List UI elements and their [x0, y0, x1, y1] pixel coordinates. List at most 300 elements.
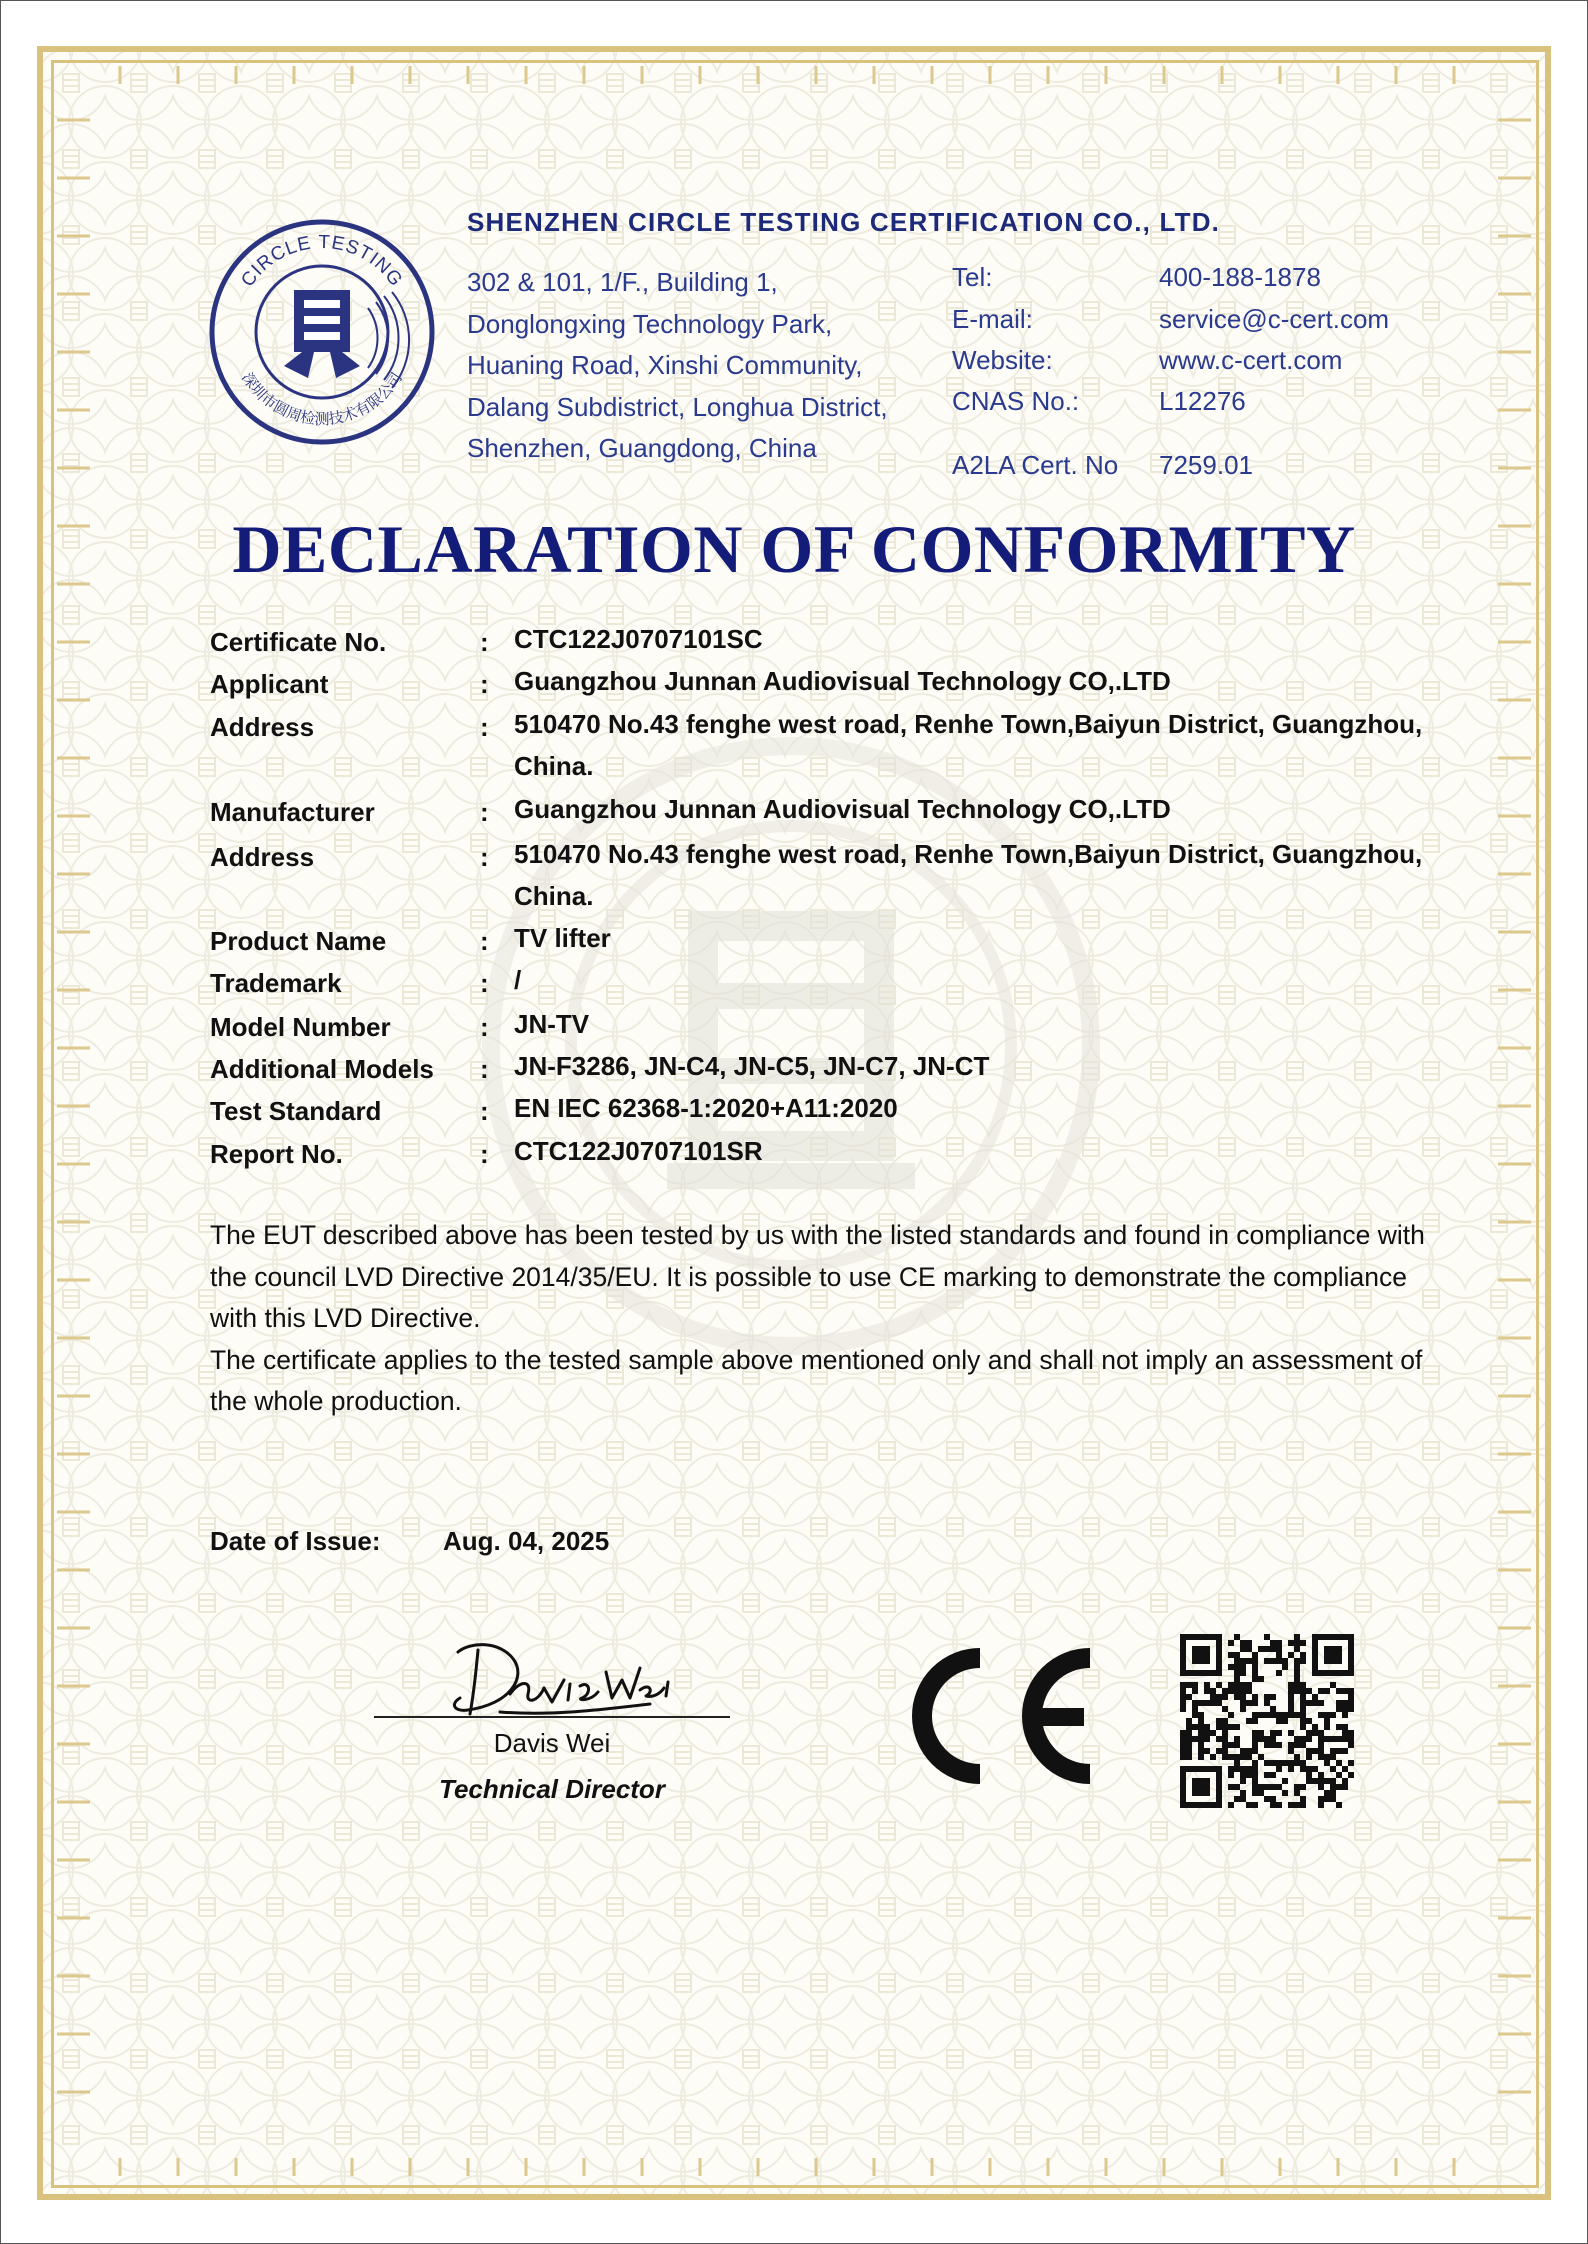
qr-module	[1300, 1718, 1306, 1724]
qr-module	[1342, 1706, 1348, 1712]
address-line: Donglongxing Technology Park,	[467, 308, 833, 339]
qr-module	[1216, 1736, 1222, 1742]
qr-module	[1258, 1730, 1264, 1736]
qr-module	[1216, 1790, 1222, 1796]
qr-module	[1180, 1790, 1186, 1796]
qr-module	[1312, 1640, 1318, 1646]
qr-module	[1186, 1634, 1192, 1640]
qr-module	[1312, 1730, 1318, 1736]
qr-module	[1300, 1724, 1306, 1730]
qr-module	[1240, 1766, 1246, 1772]
qr-module	[1324, 1778, 1330, 1784]
qr-module	[1318, 1754, 1324, 1760]
qr-module	[1192, 1658, 1198, 1664]
qr-module	[1198, 1766, 1204, 1772]
qr-module	[1342, 1778, 1348, 1784]
qr-module	[1204, 1736, 1210, 1742]
qr-module	[1240, 1688, 1246, 1694]
qr-module	[1264, 1772, 1270, 1778]
company-seal-logo	[208, 218, 436, 446]
qr-module	[1222, 1736, 1228, 1742]
qr-module	[1222, 1688, 1228, 1694]
qr-module	[1252, 1772, 1258, 1778]
qr-module	[1252, 1658, 1258, 1664]
qr-module	[1348, 1742, 1354, 1748]
field-label: Additional Models	[210, 1054, 434, 1084]
qr-module	[1252, 1712, 1258, 1718]
qr-module	[1252, 1790, 1258, 1796]
qr-module	[1234, 1652, 1240, 1658]
qr-module	[1192, 1736, 1198, 1742]
qr-module	[1192, 1712, 1198, 1718]
qr-module	[1300, 1796, 1306, 1802]
qr-module	[1324, 1736, 1330, 1742]
qr-module	[1342, 1784, 1348, 1790]
qr-module	[1342, 1766, 1348, 1772]
qr-module	[1318, 1772, 1324, 1778]
qr-module	[1198, 1778, 1204, 1784]
qr-module	[1288, 1730, 1294, 1736]
qr-module	[1186, 1802, 1192, 1808]
field-label: Product Name	[210, 926, 387, 956]
qr-module	[1180, 1652, 1186, 1658]
statement-paragraph: The certificate applies to the tested sample above mentioned only and shall not imply an assessment of the whole production.	[210, 1344, 1423, 1416]
qr-module	[1300, 1682, 1306, 1688]
qr-module	[1264, 1760, 1270, 1766]
certificate-title: DECLARATION OF CONFORMITY	[232, 511, 1356, 587]
qr-module	[1306, 1772, 1312, 1778]
qr-module	[1198, 1802, 1204, 1808]
field-value: EN IEC 62368-1:2020+A11:2020	[514, 1093, 898, 1123]
qr-module	[1276, 1640, 1282, 1646]
qr-module	[1318, 1736, 1324, 1742]
qr-module	[1210, 1802, 1216, 1808]
qr-module	[1348, 1694, 1354, 1700]
qr-module	[1330, 1748, 1336, 1754]
qr-module	[1252, 1694, 1258, 1700]
qr-module	[1288, 1706, 1294, 1712]
qr-module	[1234, 1658, 1240, 1664]
qr-module	[1204, 1724, 1210, 1730]
qr-module	[1192, 1688, 1198, 1694]
qr-module	[1234, 1682, 1240, 1688]
qr-module	[1246, 1700, 1252, 1706]
qr-module	[1300, 1766, 1306, 1772]
qr-module	[1204, 1778, 1210, 1784]
qr-module	[1348, 1646, 1354, 1652]
field-value: CTC122J0707101SR	[514, 1136, 763, 1166]
qr-module	[1246, 1802, 1252, 1808]
qr-module	[1282, 1760, 1288, 1766]
qr-module	[1222, 1724, 1228, 1730]
qr-module	[1216, 1700, 1222, 1706]
statement-paragraph: The EUT described above has been tested by us with the listed standards and found in compliance with the council LVD Directive 2014/35/EU. It is possible to use CE marking to demonstrate the compliance with this LVD Directive.	[210, 1220, 1425, 1333]
qr-module	[1216, 1748, 1222, 1754]
qr-module	[1300, 1694, 1306, 1700]
qr-module	[1246, 1754, 1252, 1760]
qr-module	[1300, 1640, 1306, 1646]
qr-module	[1348, 1658, 1354, 1664]
qr-module	[1180, 1754, 1186, 1760]
qr-module	[1180, 1736, 1186, 1742]
qr-module	[1282, 1712, 1288, 1718]
qr-module	[1276, 1670, 1282, 1676]
qr-module	[1204, 1688, 1210, 1694]
qr-module	[1318, 1742, 1324, 1748]
qr-module	[1288, 1652, 1294, 1658]
qr-module	[1240, 1694, 1246, 1700]
ce-mark-icon	[894, 1638, 1106, 1794]
qr-module	[1228, 1664, 1234, 1670]
qr-module	[1210, 1634, 1216, 1640]
qr-module	[1258, 1784, 1264, 1790]
qr-module	[1234, 1754, 1240, 1760]
qr-module	[1336, 1670, 1342, 1676]
qr-module	[1288, 1640, 1294, 1646]
qr-module	[1204, 1634, 1210, 1640]
qr-module	[1336, 1772, 1342, 1778]
qr-module	[1336, 1724, 1342, 1730]
qr-module	[1300, 1712, 1306, 1718]
qr-module	[1306, 1736, 1312, 1742]
qr-module	[1318, 1634, 1324, 1640]
qr-module	[1348, 1730, 1354, 1736]
qr-module	[1204, 1790, 1210, 1796]
qr-module	[1312, 1694, 1318, 1700]
field-colon: :	[480, 797, 489, 827]
qr-module	[1210, 1694, 1216, 1700]
qr-module	[1336, 1646, 1342, 1652]
qr-module	[1240, 1706, 1246, 1712]
qr-module	[1210, 1670, 1216, 1676]
qr-module	[1282, 1778, 1288, 1784]
qr-module	[1252, 1718, 1258, 1724]
cnas-value: L12276	[1159, 386, 1246, 416]
qr-module	[1180, 1688, 1186, 1694]
qr-module	[1324, 1760, 1330, 1766]
qr-module	[1180, 1784, 1186, 1790]
qr-module	[1234, 1694, 1240, 1700]
qr-module	[1210, 1754, 1216, 1760]
qr-module	[1252, 1652, 1258, 1658]
qr-module	[1342, 1724, 1348, 1730]
qr-module	[1222, 1730, 1228, 1736]
handwritten-signature	[440, 1632, 680, 1722]
qr-module	[1246, 1688, 1252, 1694]
field-value: /	[514, 965, 522, 995]
qr-module	[1264, 1742, 1270, 1748]
qr-module	[1336, 1652, 1342, 1658]
qr-module	[1342, 1700, 1348, 1706]
qr-module	[1180, 1640, 1186, 1646]
company-name: SHENZHEN CIRCLE TESTING CERTIFICATION CO., LTD.	[467, 207, 1221, 237]
qr-module	[1234, 1742, 1240, 1748]
qr-module	[1306, 1730, 1312, 1736]
qr-module	[1276, 1784, 1282, 1790]
qr-module	[1252, 1730, 1258, 1736]
qr-module	[1330, 1634, 1336, 1640]
qr-module	[1276, 1652, 1282, 1658]
qr-module	[1198, 1754, 1204, 1760]
qr-module	[1228, 1802, 1234, 1808]
qr-module	[1252, 1778, 1258, 1784]
qr-module	[1294, 1658, 1300, 1664]
qr-module	[1330, 1790, 1336, 1796]
qr-module	[1252, 1736, 1258, 1742]
qr-module	[1180, 1748, 1186, 1754]
qr-module	[1270, 1796, 1276, 1802]
qr-module	[1186, 1748, 1192, 1754]
qr-module	[1336, 1748, 1342, 1754]
qr-module	[1330, 1778, 1336, 1784]
qr-module	[1330, 1670, 1336, 1676]
qr-module	[1252, 1802, 1258, 1808]
qr-module	[1234, 1724, 1240, 1730]
qr-module	[1288, 1760, 1294, 1766]
qr-module	[1312, 1766, 1318, 1772]
qr-module	[1210, 1688, 1216, 1694]
qr-module	[1192, 1790, 1198, 1796]
qr-module	[1222, 1718, 1228, 1724]
qr-module	[1330, 1766, 1336, 1772]
qr-module	[1264, 1658, 1270, 1664]
field-label: Manufacturer	[210, 797, 375, 827]
qr-module	[1192, 1682, 1198, 1688]
qr-module	[1306, 1700, 1312, 1706]
qr-module	[1330, 1736, 1336, 1742]
qr-module	[1186, 1736, 1192, 1742]
qr-module	[1276, 1712, 1282, 1718]
qr-module	[1348, 1688, 1354, 1694]
qr-module	[1198, 1724, 1204, 1730]
qr-module	[1300, 1742, 1306, 1748]
qr-module	[1222, 1706, 1228, 1712]
field-label: Model Number	[210, 1012, 391, 1042]
address-line: Shenzhen, Guangdong, China	[467, 433, 817, 463]
qr-module	[1318, 1670, 1324, 1676]
qr-module	[1192, 1784, 1198, 1790]
qr-module	[1234, 1736, 1240, 1742]
website-value: www.c-cert.com	[1159, 345, 1343, 375]
qr-module	[1234, 1664, 1240, 1670]
qr-module	[1252, 1700, 1258, 1706]
date-of-issue-label: Date of Issue:	[210, 1526, 381, 1556]
qr-module	[1198, 1646, 1204, 1652]
qr-module	[1180, 1778, 1186, 1784]
qr-module	[1300, 1802, 1306, 1808]
qr-module	[1324, 1754, 1330, 1760]
qr-module	[1294, 1712, 1300, 1718]
qr-module	[1318, 1748, 1324, 1754]
qr-module	[1216, 1652, 1222, 1658]
qr-module	[1336, 1706, 1342, 1712]
qr-module	[1348, 1760, 1354, 1766]
qr-module	[1228, 1754, 1234, 1760]
qr-module	[1180, 1682, 1186, 1688]
qr-module	[1270, 1772, 1276, 1778]
qr-module	[1324, 1670, 1330, 1676]
qr-module	[1204, 1700, 1210, 1706]
qr-module	[1264, 1700, 1270, 1706]
qr-module	[1294, 1754, 1300, 1760]
qr-module	[1204, 1658, 1210, 1664]
qr-module	[1246, 1748, 1252, 1754]
qr-module	[1264, 1694, 1270, 1700]
qr-module	[1270, 1640, 1276, 1646]
qr-module	[1324, 1652, 1330, 1658]
qr-module	[1198, 1742, 1204, 1748]
qr-module	[1318, 1796, 1324, 1802]
qr-module	[1216, 1670, 1222, 1676]
qr-module	[1240, 1778, 1246, 1784]
qr-module	[1246, 1658, 1252, 1664]
field-colon: :	[480, 968, 489, 998]
qr-module	[1216, 1784, 1222, 1790]
qr-module	[1210, 1766, 1216, 1772]
qr-module	[1198, 1712, 1204, 1718]
field-label: Certificate No.	[210, 627, 387, 657]
field-value: CTC122J0707101SC	[514, 624, 763, 654]
cnas-label: CNAS No.:	[952, 386, 1080, 416]
qr-module	[1336, 1688, 1342, 1694]
qr-module	[1234, 1796, 1240, 1802]
qr-module	[1348, 1634, 1354, 1640]
qr-module	[1252, 1664, 1258, 1670]
field-label: Address	[210, 842, 315, 872]
qr-module	[1222, 1694, 1228, 1700]
qr-module	[1324, 1634, 1330, 1640]
qr-module	[1186, 1718, 1192, 1724]
qr-module	[1312, 1664, 1318, 1670]
qr-module	[1192, 1766, 1198, 1772]
qr-module	[1294, 1640, 1300, 1646]
qr-module	[1336, 1802, 1342, 1808]
qr-module	[1192, 1634, 1198, 1640]
qr-module	[1216, 1778, 1222, 1784]
qr-module	[1198, 1652, 1204, 1658]
qr-module	[1324, 1724, 1330, 1730]
qr-module	[1270, 1736, 1276, 1742]
qr-module	[1228, 1766, 1234, 1772]
qr-module	[1324, 1790, 1330, 1796]
qr-module	[1270, 1646, 1276, 1652]
signatory-title: Technical Director	[439, 1774, 665, 1804]
qr-module	[1228, 1742, 1234, 1748]
qr-module	[1300, 1784, 1306, 1790]
company-address	[467, 262, 927, 470]
qr-module	[1294, 1664, 1300, 1670]
qr-module	[1270, 1760, 1276, 1766]
qr-module	[1198, 1658, 1204, 1664]
qr-module	[1288, 1688, 1294, 1694]
qr-module	[1270, 1658, 1276, 1664]
qr-module	[1180, 1634, 1186, 1640]
qr-module	[1228, 1688, 1234, 1694]
qr-module	[1294, 1670, 1300, 1676]
field-colon: :	[480, 842, 489, 872]
qr-module	[1342, 1634, 1348, 1640]
qr-module	[1216, 1772, 1222, 1778]
qr-module	[1324, 1658, 1330, 1664]
qr-module	[1294, 1634, 1300, 1640]
qr-module	[1318, 1778, 1324, 1784]
qr-module	[1180, 1802, 1186, 1808]
qr-module	[1246, 1640, 1252, 1646]
qr-module	[1258, 1754, 1264, 1760]
field-colon: :	[480, 627, 489, 657]
qr-module	[1216, 1640, 1222, 1646]
qr-module	[1210, 1730, 1216, 1736]
qr-module	[1294, 1784, 1300, 1790]
qr-module	[1240, 1640, 1246, 1646]
qr-module	[1240, 1682, 1246, 1688]
qr-module	[1348, 1664, 1354, 1670]
field-colon: :	[480, 926, 489, 956]
qr-module	[1294, 1676, 1300, 1682]
qr-module	[1204, 1652, 1210, 1658]
qr-module	[1318, 1784, 1324, 1790]
address-line: 302 & 101, 1/F., Building 1,	[467, 267, 778, 297]
qr-module	[1186, 1730, 1192, 1736]
qr-module	[1312, 1634, 1318, 1640]
qr-module	[1336, 1760, 1342, 1766]
qr-module	[1186, 1766, 1192, 1772]
svg-text:CIRCLE TESTING: CIRCLE TESTING	[237, 231, 407, 291]
qr-module	[1258, 1646, 1264, 1652]
qr-module	[1234, 1634, 1240, 1640]
qr-module	[1288, 1682, 1294, 1688]
qr-module	[1348, 1670, 1354, 1676]
qr-module	[1228, 1724, 1234, 1730]
qr-module	[1294, 1688, 1300, 1694]
qr-module	[1246, 1718, 1252, 1724]
qr-module	[1222, 1748, 1228, 1754]
qr-module	[1186, 1694, 1192, 1700]
qr-module	[1342, 1730, 1348, 1736]
field-value: 510470 No.43 fenghe west road, Renhe Town,Baiyun District, Guangzhou, China.	[514, 839, 1423, 911]
qr-module	[1252, 1742, 1258, 1748]
qr-module	[1282, 1790, 1288, 1796]
qr-module	[1180, 1766, 1186, 1772]
qr-module	[1330, 1646, 1336, 1652]
qr-module	[1336, 1784, 1342, 1790]
qr-module	[1192, 1646, 1198, 1652]
qr-module	[1276, 1760, 1282, 1766]
qr-module	[1306, 1766, 1312, 1772]
qr-module	[1324, 1796, 1330, 1802]
qr-module	[1330, 1712, 1336, 1718]
qr-module	[1204, 1802, 1210, 1808]
qr-module	[1240, 1754, 1246, 1760]
qr-module	[1252, 1748, 1258, 1754]
qr-module	[1228, 1772, 1234, 1778]
qr-module	[1300, 1658, 1306, 1664]
qr-module	[1282, 1664, 1288, 1670]
qr-module	[1318, 1712, 1324, 1718]
qr-module	[1300, 1700, 1306, 1706]
qr-module	[1252, 1670, 1258, 1676]
qr-module	[1270, 1784, 1276, 1790]
qr-module	[1234, 1676, 1240, 1682]
qr-module	[1294, 1682, 1300, 1688]
qr-module	[1240, 1790, 1246, 1796]
email-value: service@c-cert.com	[1159, 304, 1390, 334]
qr-module	[1342, 1736, 1348, 1742]
qr-module	[1216, 1658, 1222, 1664]
qr-module	[1246, 1682, 1252, 1688]
qr-module	[1348, 1736, 1354, 1742]
qr-module	[1276, 1718, 1282, 1724]
